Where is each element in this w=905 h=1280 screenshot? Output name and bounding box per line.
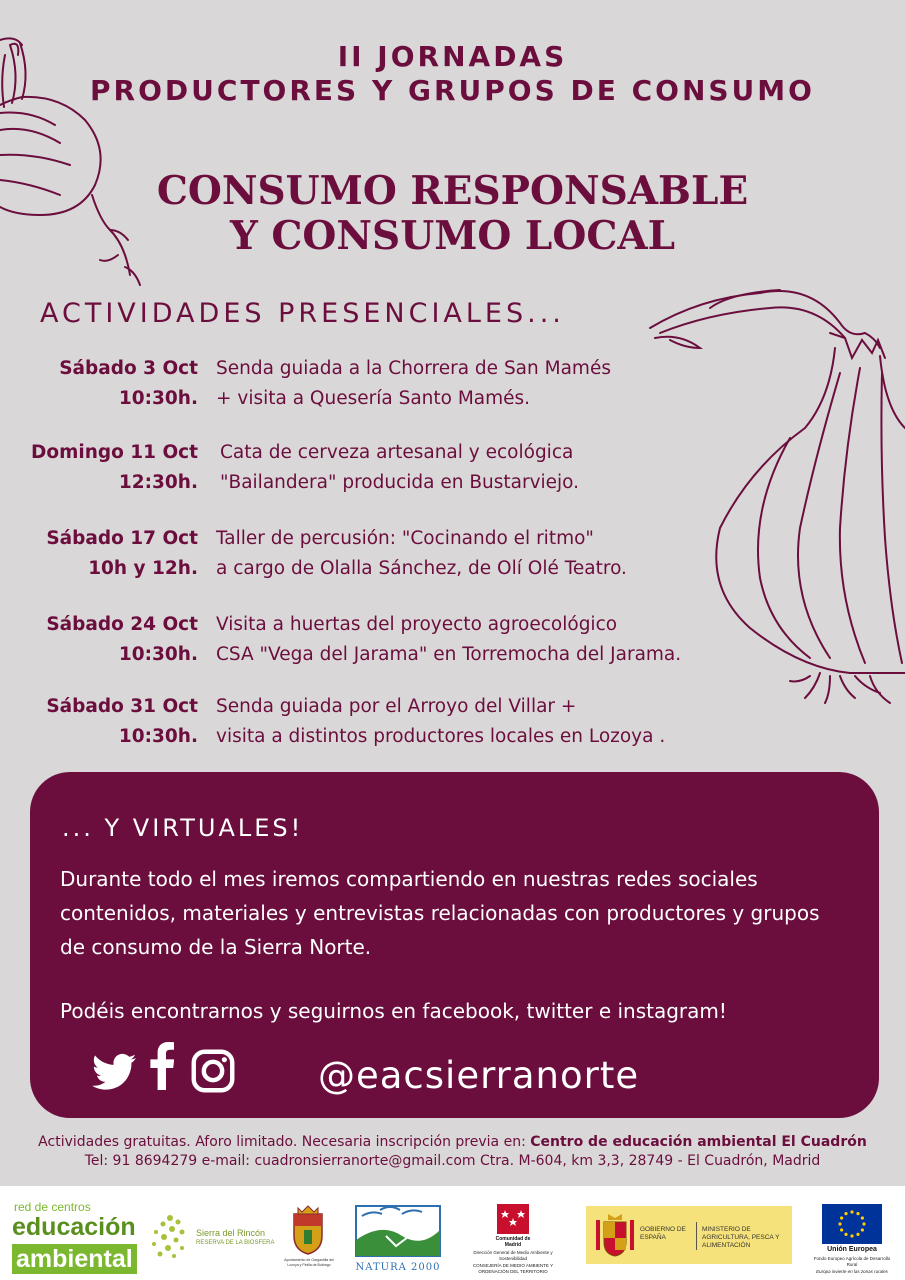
eu-star [861, 1216, 864, 1219]
eu-star [840, 1216, 843, 1219]
logo-town-text: Ayuntamiento de Gargantilla del Lozoya y Pinilla de Buitrago [284, 1258, 334, 1267]
social-handle[interactable]: @eacsierranorte [318, 1054, 640, 1097]
activity-time: 10:30h. [118, 388, 198, 409]
main-title-line1: CONSUMO RESPONSABLE [156, 168, 749, 214]
activity-desc: a cargo de Olalla Sánchez, de Olí Olé Teatro. [216, 558, 627, 579]
logo-cm-dg: Dirección General de Medio Ambiente y Sostenibilidad [473, 1250, 553, 1261]
virtual-text: Podéis encontrarnos y seguirnos en facebook, twitter e instagram! [60, 999, 727, 1023]
footer-info [0, 1132, 905, 1152]
logo-red-educacion: educación [12, 1213, 136, 1241]
activity-time: 10:30h. [118, 644, 198, 665]
footer-center-name: Centro de educación ambiental El Cuadrón [530, 1134, 867, 1150]
activity-date: Sábado 3 Oct [59, 358, 198, 379]
activity-date: Domingo 11 Oct [31, 442, 198, 463]
logo-cm-consejeria: CONSEJERÍA DE MEDIO AMBIENTE Y ORDENACIÓN DEL TERRITORIO [472, 1263, 554, 1274]
event-edition: II JORNADAS [337, 40, 568, 73]
virtual-text: contenidos, materiales y entrevistas relacionadas con productores y grupos [60, 901, 820, 925]
eu-star [838, 1222, 841, 1225]
eu-star [856, 1212, 859, 1215]
logo-min-text: MINISTERIO DE AGRICULTURA, PESCA Y ALIMENTACIÓN [702, 1226, 780, 1249]
activity-desc: + visita a Quesería Santo Mamés. [216, 388, 531, 409]
activity-time: 10h y 12h. [88, 558, 198, 579]
activity-desc: Cata de cerveza artesanal y ecológica [220, 442, 574, 463]
eu-star [862, 1222, 865, 1225]
activity-desc: Senda guiada a la Chorrera de San Mamés [216, 358, 611, 379]
activity-desc: CSA "Vega del Jarama" en Torremocha del Jarama. [216, 644, 682, 665]
activity-desc: Taller de percusión: "Cocinando el ritmo" [216, 528, 594, 549]
activity-desc: "Bailandera" producida en Bustarviejo. [220, 472, 580, 493]
eu-star [840, 1228, 843, 1231]
activity-desc: Senda guiada por el Arroyo del Villar + [216, 696, 577, 717]
eu-star [856, 1233, 859, 1236]
eu-star [850, 1234, 853, 1237]
sierra-rincon-icon [148, 1212, 192, 1262]
natura-2000-icon [352, 1200, 444, 1264]
footer-contact: Tel: 91 8694279 e-mail: cuadronsierranorte@gmail.com Ctra. M-604, km 3,3, 28749 - El Cuadrón, Madrid [84, 1153, 821, 1169]
eu-star [844, 1212, 847, 1215]
main-title-line2: Y CONSUMO LOCAL [229, 213, 676, 259]
virtual-text: Durante todo el mes iremos compartiendo en nuestras redes sociales [60, 867, 758, 891]
logo-natura-text: NATURA 2000 [355, 1262, 441, 1273]
section-title: ACTIVIDADES PRESENCIALES... [40, 298, 565, 329]
facebook-icon[interactable] [150, 1042, 174, 1090]
twitter-icon[interactable] [92, 1053, 136, 1091]
logo-gob-text: GOBIERNO DE ESPAÑA [640, 1226, 686, 1241]
activity-date: Sábado 31 Oct [46, 696, 198, 717]
activity-desc: visita a distintos productores locales en Lozoya . [216, 726, 666, 747]
activity-date: Sábado 17 Oct [46, 528, 198, 549]
activity-date: Sábado 24 Oct [46, 614, 198, 635]
event-subtitle: PRODUCTORES Y GRUPOS DE CONSUMO [90, 74, 815, 107]
footer-info-text: Actividades gratuitas. Aforo limitado. Necesaria inscripción previa en: [38, 1134, 531, 1150]
town-crest-icon [288, 1204, 328, 1256]
virtual-text: de consumo de la Sierra Norte. [60, 935, 372, 959]
activity-time: 12:30h. [118, 472, 198, 493]
logo-cm-name: Comunidad de Madrid [495, 1236, 531, 1248]
logo-red-ambiental: ambiental [12, 1244, 137, 1274]
virtual-title: ... Y VIRTUALES! [62, 814, 304, 842]
instagram-icon[interactable] [191, 1049, 235, 1093]
activity-time: 10:30h. [118, 726, 198, 747]
activity-desc: Visita a huertas del proyecto agroecológico [216, 614, 618, 635]
comunidad-madrid-icon [497, 1204, 529, 1234]
logo-sierra-name: Sierra del Rincón [196, 1228, 266, 1238]
gob-divider [696, 1222, 697, 1250]
logo-red-small: red de centros [14, 1200, 91, 1214]
eu-flag-icon [822, 1204, 882, 1244]
spain-crest-icon [594, 1212, 636, 1258]
logo-sierra-sub: RESERVA DE LA BIOSFERA [196, 1240, 275, 1246]
logo-ue-name: Unión Europea [827, 1246, 877, 1253]
logo-ue-fund: Fondo Europeo Agrícola de Desarrollo Rural [813, 1256, 891, 1267]
eu-star [844, 1233, 847, 1236]
logo-ue-slogan: Europa invierte en las zonas rurales [816, 1269, 888, 1274]
eu-star [850, 1210, 853, 1213]
eu-star [861, 1228, 864, 1231]
